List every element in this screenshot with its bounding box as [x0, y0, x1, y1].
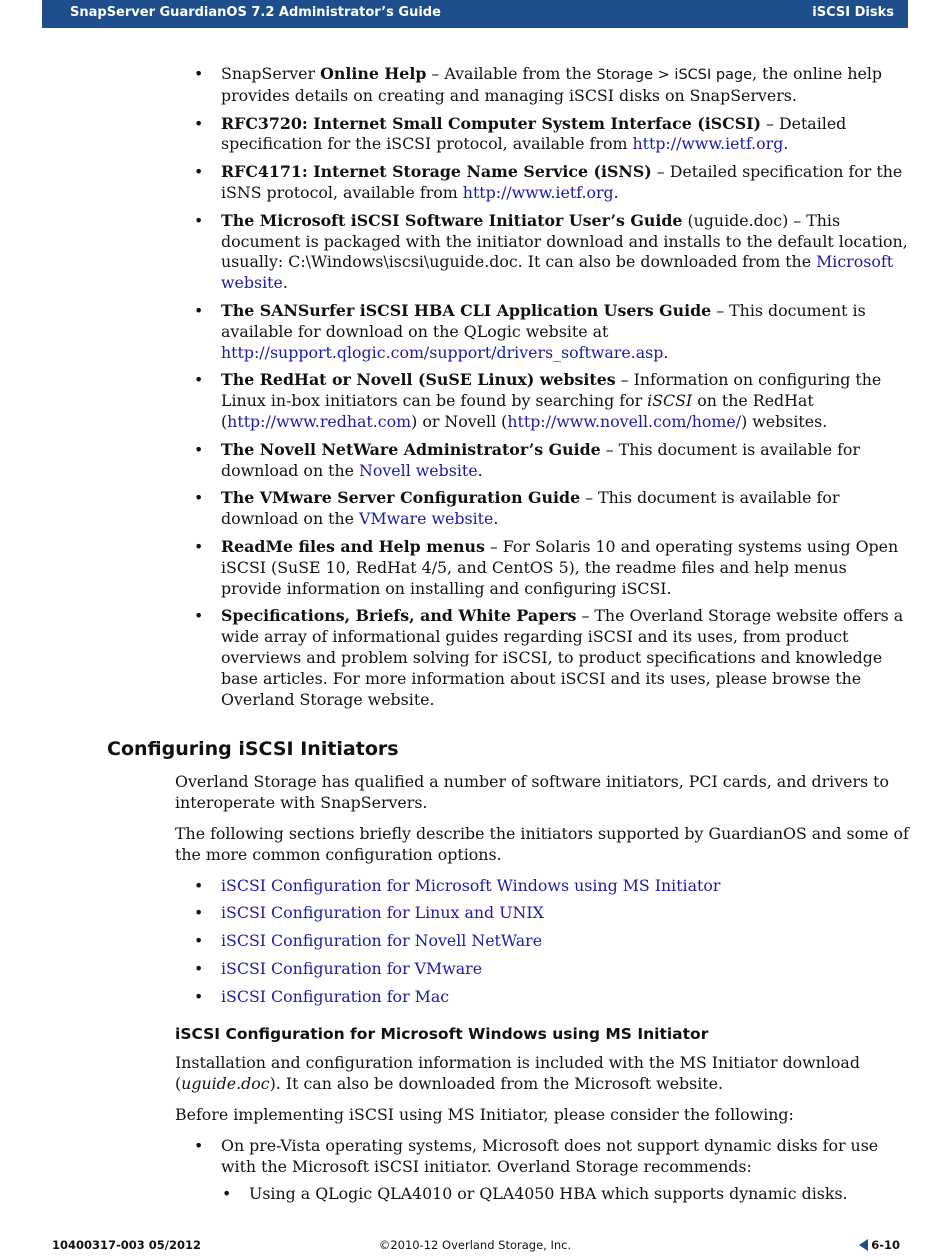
initiator-links — [0, 876, 950, 1008]
list-item: • The Microsoft iSCSI Software Initiator User’s Guide (uguide.doc) – This document is packaged with the initiator download and installs to the default location, usually: C:\Windows\iscsi\uguide.doc. It can also be downloaded from the Microsoft website. — [221, 211, 909, 294]
ms-initiator-link[interactable]: iSCSI Configuration for Microsoft Windows using MS Initiator — [221, 875, 721, 895]
list-item — [221, 987, 909, 1008]
back-arrow-icon[interactable] — [859, 1239, 868, 1251]
novell-website-link[interactable]: Novell website — [359, 460, 478, 480]
vmware-link[interactable]: iSCSI Configuration for VMware — [221, 958, 483, 978]
list-item — [221, 876, 909, 897]
microsoft-website-link[interactable]: Microsoft website — [221, 252, 894, 293]
list-item: • Specifications, Briefs, and White Papers – The Overland Storage website offers a wide array of informational guides regarding iSCSI and its uses, from product overviews and problem solving for iSCSI, to product specifications and knowledge base articles. For more information about iSCSI and its uses, please browse the Overland Storage website. — [221, 606, 909, 710]
list-item — [221, 959, 909, 980]
list-item — [221, 931, 909, 952]
qlogic-link[interactable]: http://support.qlogic.com/support/drivers_software.asp — [221, 342, 664, 362]
list-item — [221, 903, 909, 924]
section-heading: Configuring iSCSI Initiators — [107, 738, 399, 761]
redhat-link[interactable]: http://www.redhat.com — [227, 411, 412, 431]
subsection-heading: iSCSI Configuration for Microsoft Windows using MS Initiator — [175, 1025, 709, 1044]
ietf-link[interactable]: http://www.ietf.org — [632, 134, 784, 154]
copyright: ©2010-12 Overland Storage, Inc. — [378, 1238, 572, 1252]
considerations-list — [0, 1136, 950, 1178]
doc-number: 10400317-003 05/2012 — [52, 1238, 202, 1252]
page-body — [0, 64, 950, 1212]
list-item: • The SANSurfer iSCSI HBA CLI Application Users Guide – This document is available for download on the QLogic website at http://support.qlogic.com/support/drivers_software.asp. — [221, 301, 909, 363]
netware-link[interactable]: iSCSI Configuration for Novell NetWare — [221, 931, 543, 951]
paragraph: Before implementing iSCSI using MS Initiator, please consider the following: — [175, 1105, 794, 1125]
vmware-website-link[interactable]: VMware website — [359, 509, 494, 529]
list-item: • The VMware Server Configuration Guide – This document is available for download on the VMware website. — [221, 488, 909, 530]
ietf-link[interactable]: http://www.ietf.org — [462, 182, 614, 202]
linux-unix-link[interactable]: iSCSI Configuration for Linux and UNIX — [221, 903, 544, 923]
list-item: • RFC4171: Internet Storage Name Service (iSNS) – Detailed specification for the iSNS protocol, available from http://www.ietf.org. — [221, 162, 909, 204]
list-item: • The Novell NetWare Administrator’s Guide – This document is available for download on the Novell website. — [221, 440, 909, 482]
list-item: • RFC3720: Internet Small Computer System Interface (iSCSI) – Detailed specification for the iSCSI protocol, available from http://www.ietf.org. — [221, 114, 909, 156]
recommendations-list — [0, 1184, 950, 1205]
section-title: iSCSI Disks — [812, 5, 894, 20]
paragraph: Overland Storage has qualified a number of software initiators, PCI cards, and drivers to interoperate with SnapServers. — [175, 772, 890, 813]
list-item: • SnapServer Online Help – Available from the Storage > iSCSI page, the online help provides details on creating and managing iSCSI disks on SnapServers. — [221, 64, 909, 107]
page-header — [42, 0, 908, 28]
list-item: • Using a QLogic QLA4010 or QLA4050 HBA which supports dynamic disks. — [249, 1184, 909, 1205]
novell-link[interactable]: http://www.novell.com/home/ — [507, 411, 742, 431]
paragraph: Installation and configuration information is included with the MS Initiator download (uguide.doc). It can also be downloaded from the Microsoft website. — [175, 1053, 860, 1094]
list-item: • The RedHat or Novell (SuSE Linux) websites – Information on configuring the Linux in-box initiators can be found by searching for iSCSI on the RedHat (http://www.redhat.com) or Novell (http://www.novell.com/home/) websites. — [221, 370, 909, 432]
paragraph: The following sections briefly describe the initiators supported by GuardianOS and some of the more common configuration options. — [175, 823, 909, 864]
menu-path: Storage > iSCSI page — [596, 67, 753, 83]
page-number: 6-10 — [859, 1238, 900, 1252]
mac-link[interactable]: iSCSI Configuration for Mac — [221, 986, 450, 1006]
guide-title: SnapServer GuardianOS 7.2 Administrator’s Guide — [70, 5, 441, 20]
list-item: • On pre-Vista operating systems, Microsoft does not support dynamic disks for use with the Microsoft iSCSI initiator. Overland Storage recommends: — [221, 1136, 909, 1178]
list-item: • ReadMe files and Help menus – For Solaris 10 and operating systems using Open iSCSI (SuSE 10, RedHat 4/5, and CentOS 5), the readme files and help menus provide information on installing and configuring iSCSI. — [221, 537, 909, 599]
resource-list — [0, 64, 950, 710]
